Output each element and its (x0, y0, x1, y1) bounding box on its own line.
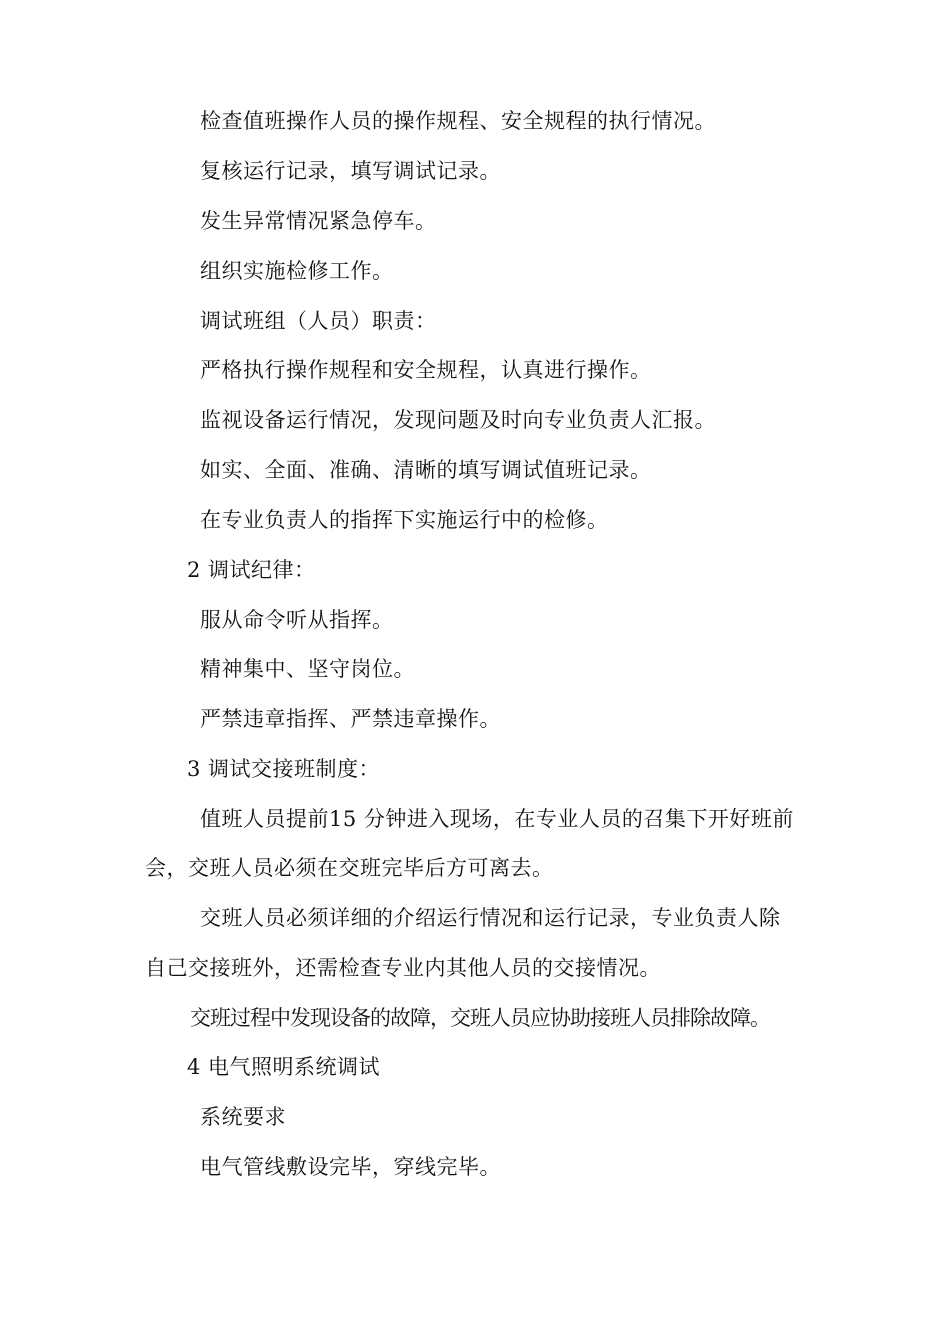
text-line: 会，交班人员必须在交班完毕后方可离去。 (145, 856, 554, 880)
text-line: 严格执行操作规程和安全规程，认真进行操作。 (200, 358, 652, 382)
section-heading: 3 调试交接班制度： (187, 757, 381, 781)
text-line: 如实、全面、准确、清晰的填写调试值班记录。 (200, 458, 652, 482)
text-line: 值班人员提前15 分钟进入现场，在专业人员的召集下开好班前 (200, 807, 794, 831)
text-line: 在专业负责人的指挥下实施运行中的检修。 (200, 508, 609, 532)
section-heading: 2 调试纪律： (187, 558, 316, 582)
text-line: 监视设备运行情况，发现问题及时向专业负责人汇报。 (200, 408, 716, 432)
text-line: 严禁违章指挥、严禁违章操作。 (200, 707, 501, 731)
text-line: 交班过程中发现设备的故障，交班人员应协助接班人员排除故障。 (190, 1006, 770, 1030)
text-line: 交班人员必须详细的介绍运行情况和运行记录，专业负责人除 (200, 906, 781, 930)
text-line: 检查值班操作人员的操作规程、安全规程的执行情况。 (200, 109, 716, 133)
text-line: 自己交接班外，还需检查专业内其他人员的交接情况。 (145, 956, 661, 980)
text-line: 复核运行记录，填写调试记录。 (200, 159, 501, 183)
text-line: 发生异常情况紧急停车。 (200, 209, 437, 233)
text-line: 服从命令听从指挥。 (200, 608, 394, 632)
text-line: 精神集中、坚守岗位。 (200, 657, 415, 681)
text-line: 组织实施检修工作。 (200, 259, 394, 283)
section-heading: 4 电气照明系统调试 (187, 1055, 381, 1079)
subsection-heading: 系统要求 (200, 1105, 286, 1129)
section-heading: 调试班组（人员）职责： (200, 309, 437, 333)
text-line: 电气管线敷设完毕，穿线完毕。 (200, 1155, 501, 1179)
